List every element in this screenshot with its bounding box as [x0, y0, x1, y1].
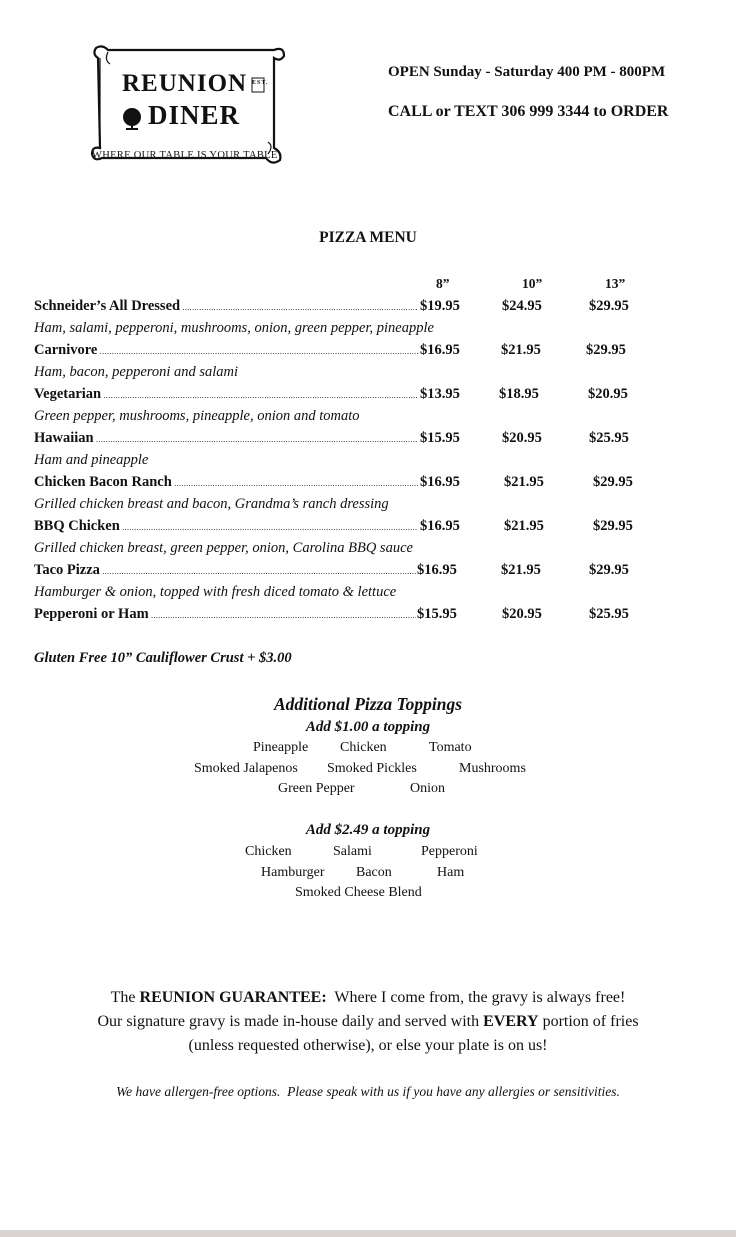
item-description: Ham and pineapple — [34, 452, 149, 468]
size-header-13: 13” — [605, 276, 626, 291]
price-13: $25.95 — [589, 606, 629, 622]
price-8: $15.95 — [420, 430, 460, 446]
guarantee-line-3: (unless requested otherwise), or else your plate is on us! — [188, 1037, 548, 1054]
page-bottom-bar — [0, 1230, 736, 1237]
topping: Chicken — [340, 740, 387, 755]
price-10: $18.95 — [499, 386, 539, 402]
guarantee-emphasis: EVERY — [483, 1013, 539, 1030]
toppings-title: Additional Pizza Toppings — [273, 694, 462, 714]
item-name: Chicken Bacon Ranch ..... — [34, 474, 418, 491]
topping: Hamburger — [261, 865, 325, 880]
topping: Tomato — [429, 740, 472, 755]
price-8: $16.95 — [420, 474, 460, 490]
item-name: Pepperoni or Ham ..... — [34, 606, 416, 623]
item-name: Carnivore ..... — [34, 342, 418, 359]
logo-tagline: WHERE OUR TABLE IS YOUR TABLE — [92, 150, 278, 161]
price-10: $20.95 — [502, 430, 542, 446]
topping: Ham — [437, 865, 465, 880]
topping: Salami — [333, 844, 372, 859]
topping: Onion — [410, 781, 445, 796]
topping: Bacon — [356, 865, 392, 880]
price-10: $21.95 — [504, 474, 544, 490]
opening-hours: OPEN Sunday - Saturday 400 PM - 800PM — [388, 64, 666, 80]
item-description: Hamburger & onion, topped with fresh diced tomato & lettuce — [34, 584, 397, 600]
price-13: $20.95 — [588, 386, 628, 402]
guarantee-line-1 — [0, 989, 736, 1007]
allergen-note: We have allergen-free options. Please speak with us if you have any allergies or sensitivities. — [116, 1084, 620, 1099]
tier1-price: Add $1.00 a topping — [305, 719, 431, 735]
topping: Smoked Cheese Blend — [295, 885, 422, 900]
item-name: Taco Pizza ..... — [34, 562, 416, 579]
guarantee-text: Where I come from, the gravy is always free! — [326, 989, 626, 1006]
price-13: $25.95 — [589, 430, 629, 446]
item-description: Grilled chicken breast and bacon, Grandma’s ranch dressing — [34, 496, 389, 512]
menu-title: PIZZA MENU — [319, 229, 417, 246]
item-description: Ham, salami, pepperoni, mushrooms, onion, green pepper, pineapple — [34, 320, 434, 336]
topping: Mushrooms — [459, 761, 526, 776]
price-10: $21.95 — [501, 342, 541, 358]
size-header-10: 10” — [522, 276, 543, 291]
price-8: $19.95 — [420, 298, 460, 314]
topping: Pepperoni — [421, 844, 478, 859]
guarantee-intro: The — [110, 989, 140, 1006]
item-description: Ham, bacon, pepperoni and salami — [34, 364, 239, 380]
gluten-free-note: Gluten Free 10” Cauliflower Crust + $3.00 — [34, 650, 292, 666]
topping: Smoked Pickles — [327, 761, 417, 776]
price-13: $29.95 — [586, 342, 626, 358]
item-name: Vegetarian ..... — [34, 386, 418, 403]
guarantee-heading: REUNION GUARANTEE: — [139, 989, 327, 1006]
item-description: Grilled chicken breast, green pepper, onion, Carolina BBQ sauce — [34, 540, 413, 556]
price-13: $29.95 — [593, 518, 633, 534]
guarantee-text: Our signature gravy is made in-house daily and served with — [97, 1013, 484, 1030]
price-10: $24.95 — [502, 298, 542, 314]
item-description: Green pepper, mushrooms, pineapple, onion and tomato — [34, 408, 360, 424]
topping: Chicken — [245, 844, 292, 859]
price-8: $15.95 — [417, 606, 457, 622]
price-10: $20.95 — [502, 606, 542, 622]
price-8: $16.95 — [420, 342, 460, 358]
logo-est-mark: EST. — [252, 80, 269, 86]
price-13: $29.95 — [593, 474, 633, 490]
price-10: $21.95 — [504, 518, 544, 534]
price-8: $16.95 — [420, 518, 460, 534]
diner-logo — [88, 44, 288, 166]
price-10: $21.95 — [501, 562, 541, 578]
topping: Green Pepper — [278, 781, 355, 796]
item-name: Schneider’s All Dressed ..... — [34, 298, 418, 315]
price-13: $29.95 — [589, 562, 629, 578]
guarantee-line-2 — [0, 1013, 736, 1031]
logo-word-reunion: REUNION — [122, 70, 248, 97]
price-8: $16.95 — [417, 562, 457, 578]
item-name: BBQ Chicken ..... — [34, 518, 418, 535]
topping: Pineapple — [253, 740, 309, 755]
price-8: $13.95 — [420, 386, 460, 402]
guarantee-text: portion of fries — [538, 1013, 639, 1030]
order-phone: CALL or TEXT 306 999 3344 to ORDER — [388, 103, 669, 120]
size-header-8: 8” — [436, 276, 450, 291]
item-name: Hawaiian ..... — [34, 430, 418, 447]
tier2-price: Add $2.49 a topping — [305, 822, 431, 838]
price-13: $29.95 — [589, 298, 629, 314]
topping: Smoked Jalapenos — [194, 761, 298, 776]
logo-word-diner: DINER — [148, 100, 241, 130]
